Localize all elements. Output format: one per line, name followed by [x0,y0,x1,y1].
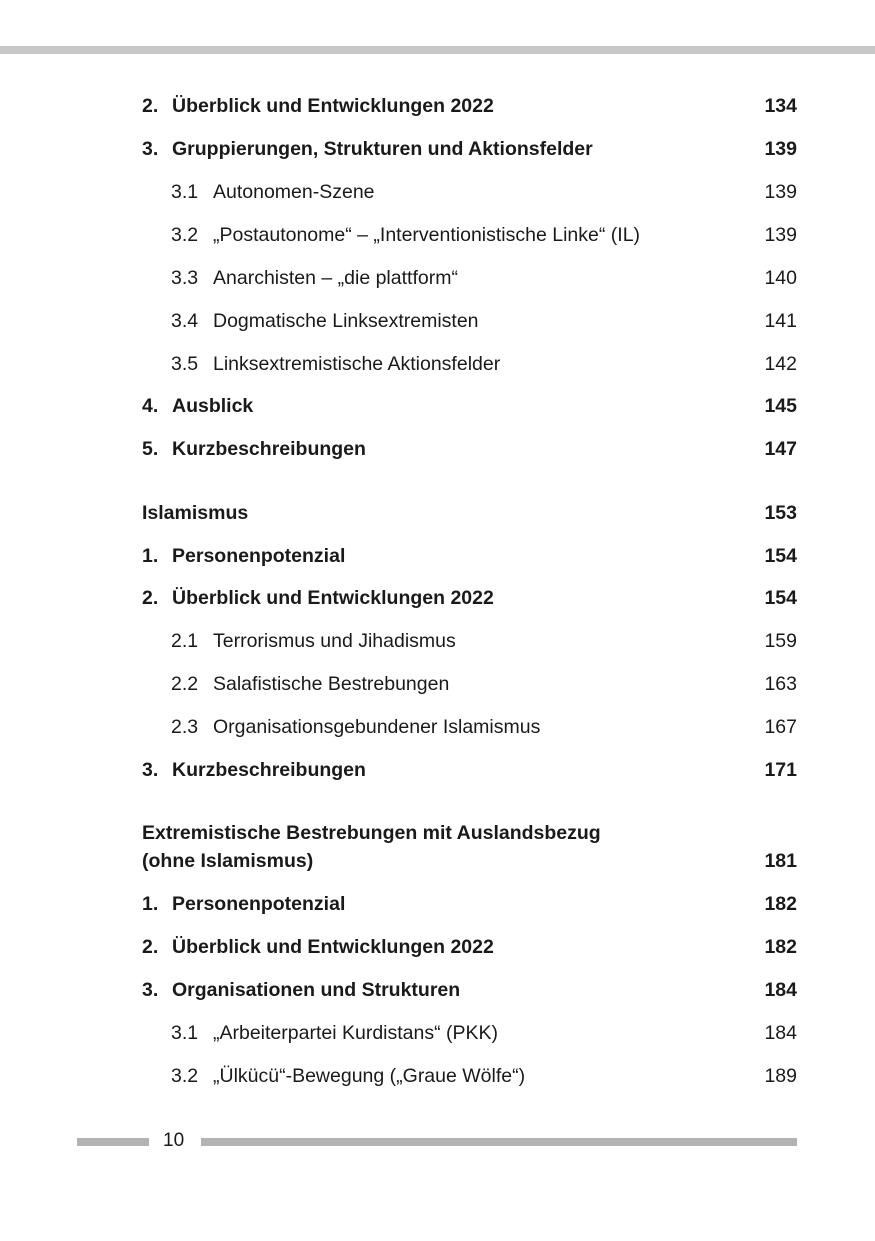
toc-title: Dogmatische Linksextremisten [213,310,479,332]
toc-number: 1. [142,545,159,567]
section-title: Islamismus [142,502,249,524]
toc-page: 139 [764,138,797,160]
toc-number: 3. [142,979,159,1001]
toc-title: Überblick und Entwicklungen 2022 [172,95,494,117]
toc-page: 134 [764,95,797,117]
toc-number: 2.2 [171,673,199,695]
toc-page: 140 [764,267,797,289]
toc-page: 147 [764,438,797,460]
toc-number: 3.3 [171,267,199,289]
toc-section-heading [142,819,797,875]
page-number: 10 [163,1130,185,1151]
toc-page: 182 [764,936,797,958]
toc-title: Kurzbeschreibungen [172,438,366,460]
toc-page: 184 [764,979,797,1001]
toc-number: 4. [142,395,159,417]
toc-number: 2. [142,936,159,958]
section-title-line1: Extremistische Bestrebungen mit Auslandsbezug [142,822,601,844]
toc-page: 139 [764,224,797,246]
toc-title: Kurzbeschreibungen [172,759,366,781]
toc-number: 3.1 [171,181,199,203]
toc-title: Ausblick [172,395,254,417]
toc-page: 167 [764,716,797,738]
toc-number: 2. [142,95,159,117]
toc-number: 2. [142,587,159,609]
toc-number: 3.2 [171,224,199,246]
toc-page: 163 [764,673,797,695]
toc-page: 153 [764,502,797,524]
toc-title: Salafistische Bestrebungen [213,673,450,695]
toc-title: Autonomen-Szene [213,181,375,203]
toc-number: 3. [142,759,159,781]
toc-number: 2.1 [171,630,199,652]
toc-number: 3.2 [171,1065,199,1087]
toc-page: 154 [764,587,797,609]
toc-page: 171 [764,759,797,781]
toc-title: Linksextremistische Aktionsfelder [213,353,501,375]
toc-title: Terrorismus und Jihadismus [213,630,456,652]
toc-number: 3.1 [171,1022,199,1044]
toc-title: Überblick und Entwicklungen 2022 [172,936,494,958]
toc-title: Gruppierungen, Strukturen und Aktionsfelder [172,138,593,160]
toc-number: 2.3 [171,716,199,738]
toc-page: 139 [764,181,797,203]
toc-number: 3.5 [171,353,199,375]
toc-title: „Arbeiterpartei Kurdistans“ (PKK) [213,1022,499,1044]
toc-title: Organisationen und Strukturen [172,979,461,1001]
toc-title: Überblick und Entwicklungen 2022 [172,587,494,609]
toc-page: 145 [764,395,797,417]
toc-page: 159 [764,630,797,652]
toc-page: 154 [764,545,797,567]
toc-title: Organisationsgebundener Islamismus [213,716,541,738]
toc-page: 182 [764,893,797,915]
toc-page: 189 [764,1065,797,1087]
footer-rule-right [201,1138,797,1146]
toc-title: Personenpotenzial [172,545,346,567]
toc-title: Anarchisten – „die plattform“ [213,267,458,289]
top-rule [0,46,875,54]
footer-rule-left [77,1138,149,1146]
toc-number: 5. [142,438,159,460]
toc-title: „Postautonome“ – „Interventionistische Linke“ (IL) [213,224,641,246]
toc-number: 3. [142,138,159,160]
toc-title: Personenpotenzial [172,893,346,915]
toc-number: 1. [142,893,159,915]
toc-page: 181 [764,850,797,872]
toc-page: 141 [764,310,797,332]
toc-number: 3.4 [171,310,199,332]
toc-title: „Ülkücü“-Bewegung („Graue Wölfe“) [213,1065,526,1087]
toc-page: 142 [764,353,797,375]
section-title-line2: (ohne Islamismus) [142,850,314,872]
toc-page: 184 [764,1022,797,1044]
